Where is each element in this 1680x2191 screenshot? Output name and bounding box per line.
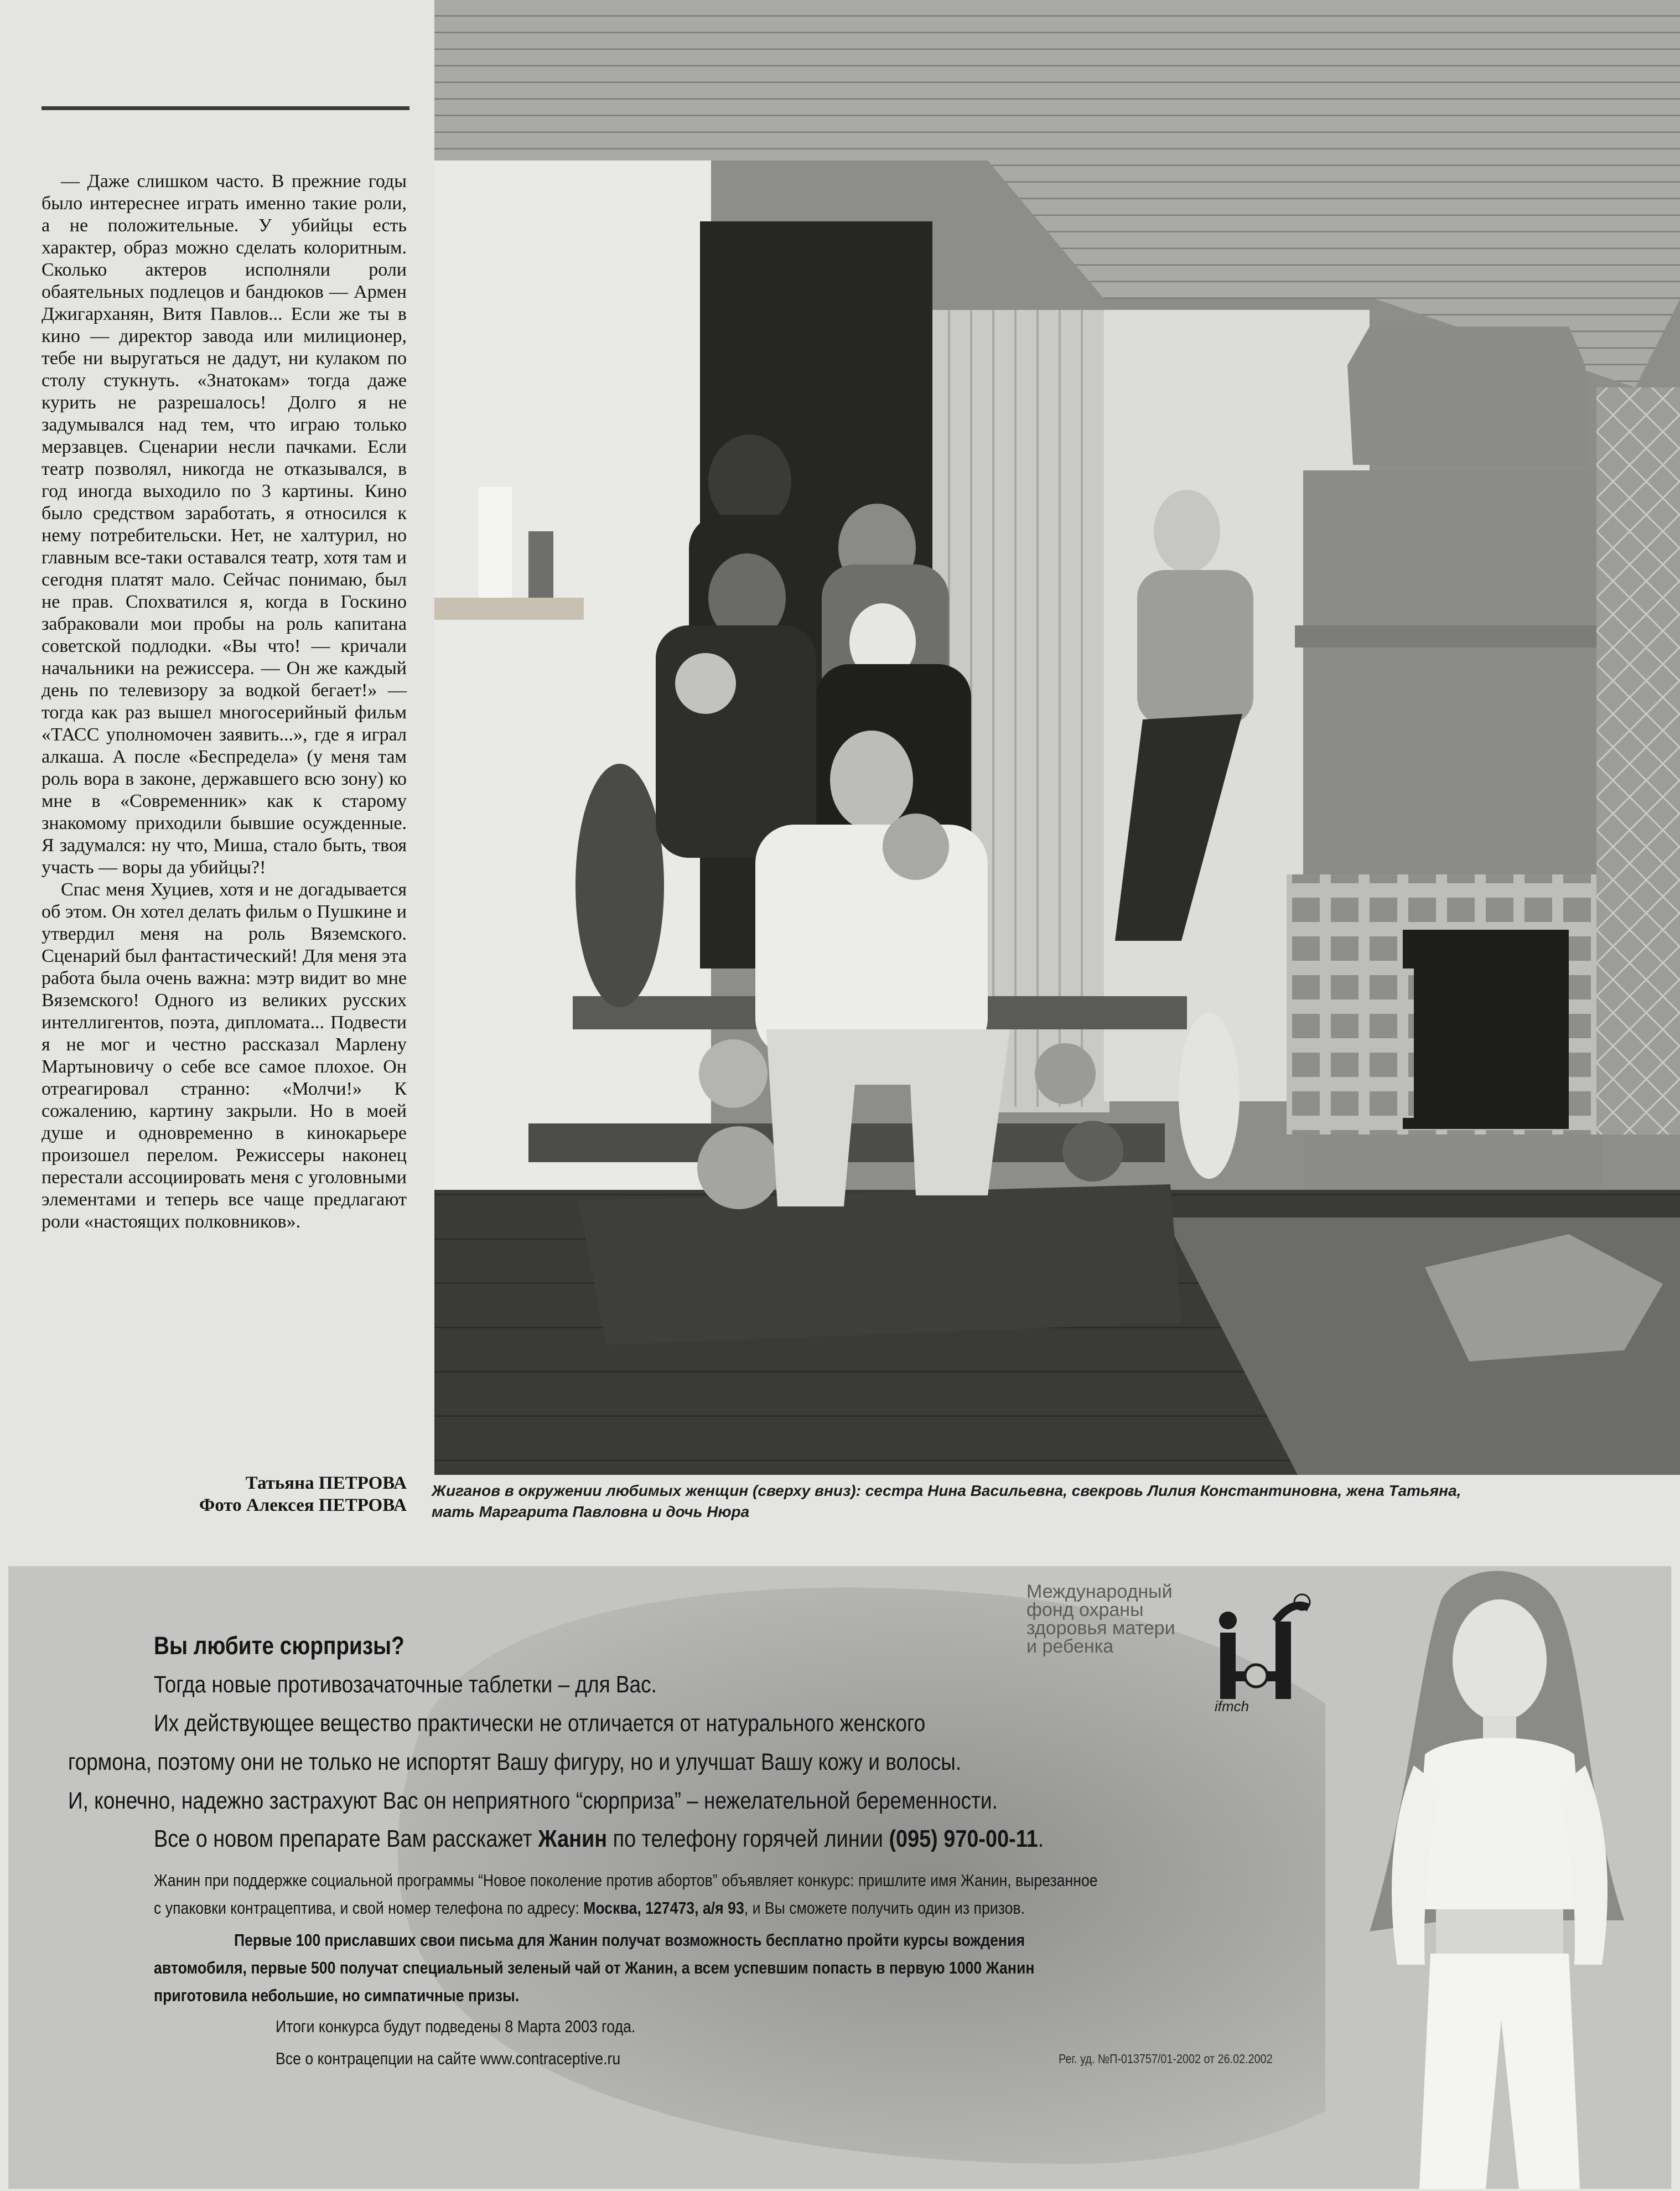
photo-caption	[432, 1480, 1666, 1522]
ad-copy	[8, 1566, 1347, 2186]
photo-credit: Фото Алексея ПЕТРОВА	[199, 1495, 407, 1515]
fund-name-line-4: и ребенка	[1026, 1636, 1114, 1657]
contest-line-2	[154, 1898, 1025, 1918]
prize-line-1: Первые 100 приславших свои письма для Жанин получат возможность бесплатно пройти курсы вождения	[234, 1930, 1025, 1950]
ad-line-2: Их действующее вещество практически не отличается от натурального женского	[154, 1710, 926, 1737]
ad-headline: Вы любите сюрпризы?	[154, 1631, 405, 1660]
contest-line-1: Жанин при поддержке социальной программы “Новое поколение против абортов” объявляет конкурс: пришлите имя Жанин, вырезанное	[154, 1871, 1098, 1890]
hotline-text-a: Все о новом препарате Вам расскажет	[154, 1825, 538, 1852]
ad-line-3: гормона, поэтому они не только не испортят Вашу фигуру, но и улучшат Вашу кожу и волосы.	[68, 1749, 962, 1775]
brand-name: Жанин	[538, 1825, 608, 1852]
article-text	[42, 170, 407, 1233]
fund-name-line-2: фонд охраны	[1026, 1599, 1144, 1620]
article-paragraph-1: — Даже слишком часто. В прежние годы было интереснее играть именно такие роли, а не положительные. У убийцы есть характер, образ можно сделать колоритным. Сколько актеров исполняли роли обаятельных подлецов и бандюков — Армен Джигарханян, Витя Павлов... Если же ты в кино — директор завода или милиционер, тебе ни выругаться не дадут, ни кулаком по столу стукнуть. «Знатокам» тогда даже курить не разрешалось! Долго я не задумывался над тем, что играю только мерзавцев. Сценарии несли пачками. Если театр позволял, никогда не отказывался, в год иногда выходило по 3 картины. Кино было средством заработать, я относился к нему потребительски. Нет, не халтурил, но главным все-таки оставался театр, хотя там и сегодня платят мало. Сейчас понимаю, был не прав. Спохватился я, когда в Госкино забраковали мои пробы на роль капитана советской подлодки. «Вы что! — кричали начальники на режиссера. — Он же каждый день по телевизору за водкой бегает!» — тогда как раз вышел многосерийный фильм «ТАСС уполномочен заявить...», где я играл алкаша. А после «Беспредела» (у меня там роль вора в законе, державшего всю зону) ко мне в «Современник» как к старому знакомому приходили бывшие осужденные. Я задумался: ну что, Миша, стало быть, твоя участь — воры да убийцы?!	[42, 171, 407, 878]
ifmch-logo-icon	[1198, 1588, 1325, 1716]
byline	[42, 1472, 407, 1516]
article-paragraph-2: Спас меня Хуциев, хотя и не догадывается об этом. Он хотел делать фильм о Пушкине и утвердил меня на роль Вяземского. Сценарий был фантастический! Для меня эта работа была очень важна: мэтр видит во мне Вяземского! Одного из великих русских интеллигентов, поэта, дипломата... Подвести я не мог и честно рассказал Марлену Мартыновичу о себе все самое плохое. Он отреагировал странно: «Молчи!» К сожалению, картину закрыли. Но в моей душе и одновременно в кинокарьере произошел перелом. Режиссеры наконец перестали ассоциировать меня с уголовными элементами и теперь все чаще предлагают роли «настоящих полковников».	[42, 879, 407, 1232]
photo-illustration	[434, 0, 1680, 1475]
registration-number: Рег. уд. №П-013757/01-2002 от 26.02.2002	[1059, 2052, 1273, 2066]
fund-name-line-3: здоровья матери	[1026, 1618, 1175, 1639]
hotline-end: .	[1038, 1825, 1044, 1852]
contest-text-a: с упаковки контрацептива, и свой номер телефона по адресу:	[154, 1898, 584, 1918]
website-line: Все о контрацепции на сайте www.contraceptive.ru	[276, 2049, 621, 2068]
fund-name-line-1: Международный	[1026, 1581, 1173, 1602]
caption-line-2: мать Маргарита Павловна и дочь Нюра	[432, 1503, 750, 1520]
family-photo	[434, 0, 1680, 1475]
prize-line-2: автомобиля, первые 500 получат специальный зеленый чай от Жанин, а всем успевшим попасть в первую 1000 Жанин	[154, 1958, 1035, 1977]
hotline-phone: (095) 970-00-11	[889, 1825, 1038, 1852]
ad-hotline	[154, 1825, 1044, 1853]
caption-line-1: Жиганов в окружении любимых женщин (сверху вниз): сестра Нина Васильевна, свекровь Лилия Константиновна, жена Татьяна,	[432, 1482, 1461, 1499]
hotline-text-b: по телефону горячей линии	[607, 1825, 889, 1852]
results-date: Итоги конкурса будут подведены 8 Марта 2003 года.	[276, 2017, 636, 2036]
contest-address: Москва, 127473, а/я 93	[583, 1898, 744, 1918]
prize-line-3: приготовила небольшие, но симпатичные призы.	[154, 1986, 520, 2005]
column-rule	[42, 106, 409, 110]
logo-text: ifmch	[1215, 1698, 1249, 1715]
advertisement	[8, 1566, 1671, 2189]
woman-photo	[1325, 1566, 1671, 2189]
ad-line-1: Тогда новые противозачаточные таблетки – для Вас.	[154, 1671, 657, 1698]
ad-line-4: И, конечно, надежно застрахуют Вас он неприятного “сюрприза” – нежелательной беременности.	[68, 1788, 998, 1814]
author-name: Татьяна ПЕТРОВА	[245, 1473, 407, 1493]
contest-text-b: , и Вы сможете получить один из призов.	[744, 1898, 1025, 1918]
